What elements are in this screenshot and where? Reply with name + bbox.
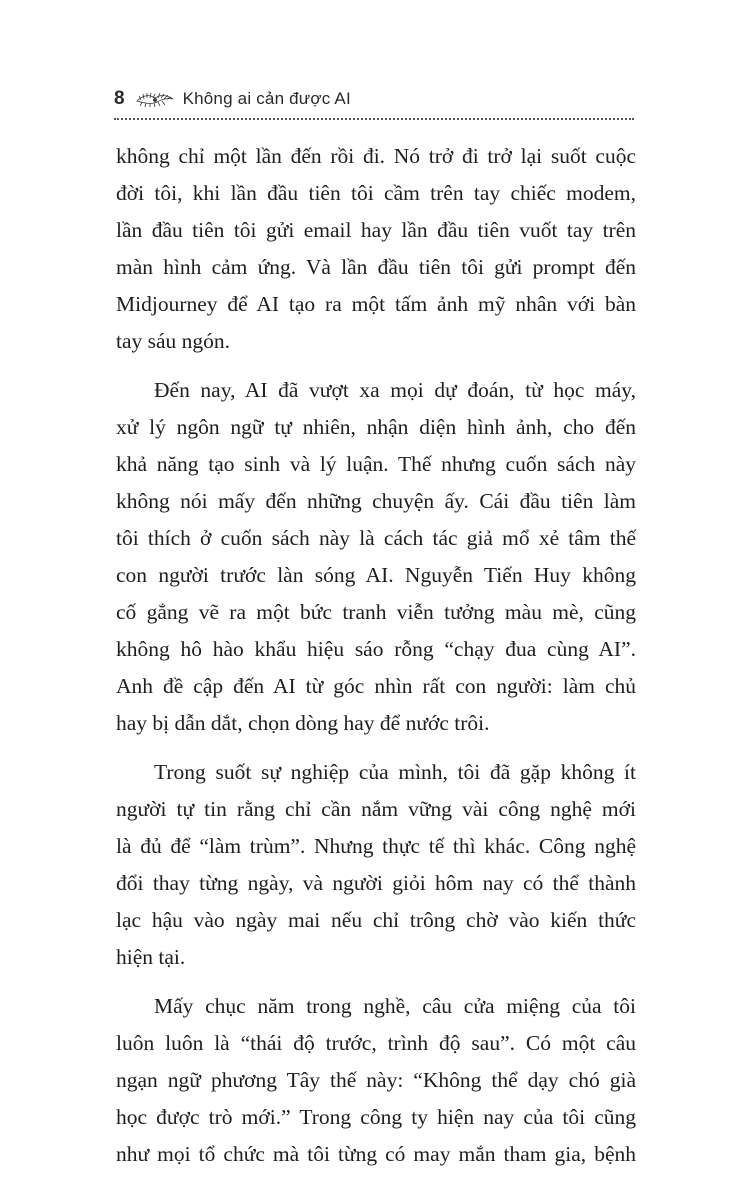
- text-line: tay sáu ngón.: [116, 329, 231, 353]
- text-line: là đủ để “làm trùm”. Nhưng thực tế thì khác. Công nghệ: [116, 834, 636, 858]
- body-text: [116, 138, 636, 1185]
- text-line: không hô hào khẩu hiệu sáo rỗng “chạy đua cùng AI”.: [116, 637, 636, 661]
- text-line: xử lý ngôn ngữ tự nhiên, nhận diện hình ảnh, cho đến: [116, 415, 636, 439]
- running-header: [114, 84, 634, 114]
- header-dotted-rule: [114, 118, 634, 120]
- text-line: lần đầu tiên tôi gửi email hay lần đầu tiên vuốt tay trên: [116, 218, 636, 242]
- text-line: hiện tại.: [116, 945, 186, 969]
- text-line: luôn luôn là “thái độ trước, trình độ sau”. Có một câu: [116, 1031, 636, 1055]
- page-number: 8: [114, 88, 125, 109]
- text-line: lạc hậu vào ngày mai nếu chỉ trông chờ vào kiến thức: [116, 908, 636, 932]
- text-line: Anh đề cập đến AI từ góc nhìn rất con người: làm chủ: [116, 674, 636, 698]
- text-line: không chỉ một lần đến rồi đi. Nó trở đi trở lại suốt cuộc: [116, 144, 636, 168]
- text-line: Midjourney để AI tạo ra một tấm ảnh mỹ nhân với bàn: [116, 292, 636, 316]
- paragraph-2: [116, 372, 636, 742]
- text-line: đổi thay từng ngày, và người giỏi hôm nay có thể thành: [116, 871, 636, 895]
- text-line: cố gắng vẽ ra một bức tranh viễn tưởng màu mè, cũng: [116, 600, 636, 624]
- text-line: như mọi tổ chức mà tôi từng có may mắn tham gia, bệnh: [116, 1142, 636, 1166]
- text-line: đời tôi, khi lần đầu tiên tôi cầm trên tay chiếc modem,: [116, 181, 636, 205]
- text-line: học được trò mới.” Trong công ty hiện nay của tôi cũng: [116, 1105, 636, 1129]
- text-line: ngạn ngữ phương Tây thế này: “Không thể dạy chó già: [116, 1068, 636, 1092]
- text-line: Trong suốt sự nghiệp của mình, tôi đã gặp không ít: [154, 760, 636, 784]
- paragraph-4: [116, 988, 636, 1173]
- paragraph-1: [116, 138, 636, 360]
- book-title: Không ai cản được AI: [182, 89, 351, 108]
- text-line: người tự tin rằng chỉ cần nắm vững vài công nghệ mới: [116, 797, 636, 821]
- text-line: tôi thích ở cuốn sách này là cách tác giả mổ xẻ tâm thế: [116, 526, 636, 550]
- text-line: khả năng tạo sinh và lý luận. Thế nhưng cuốn sách này: [116, 452, 636, 476]
- text-line: Đến nay, AI đã vượt xa mọi dự đoán, từ học máy,: [154, 378, 636, 402]
- text-line: hay bị dẫn dắt, chọn dòng hay để nước trôi.: [116, 711, 490, 735]
- text-line: con người trước làn sóng AI. Nguyễn Tiến Huy không: [116, 563, 636, 587]
- text-line: không nói mấy đến những chuyện ấy. Cái đầu tiên làm: [116, 489, 636, 513]
- text-line: màn hình cảm ứng. Và lần đầu tiên tôi gửi prompt đến: [116, 255, 636, 279]
- text-line: Mấy chục năm trong nghề, câu cửa miệng của tôi: [154, 994, 636, 1018]
- feather-ornament-icon: [135, 89, 175, 109]
- paragraph-3: [116, 754, 636, 976]
